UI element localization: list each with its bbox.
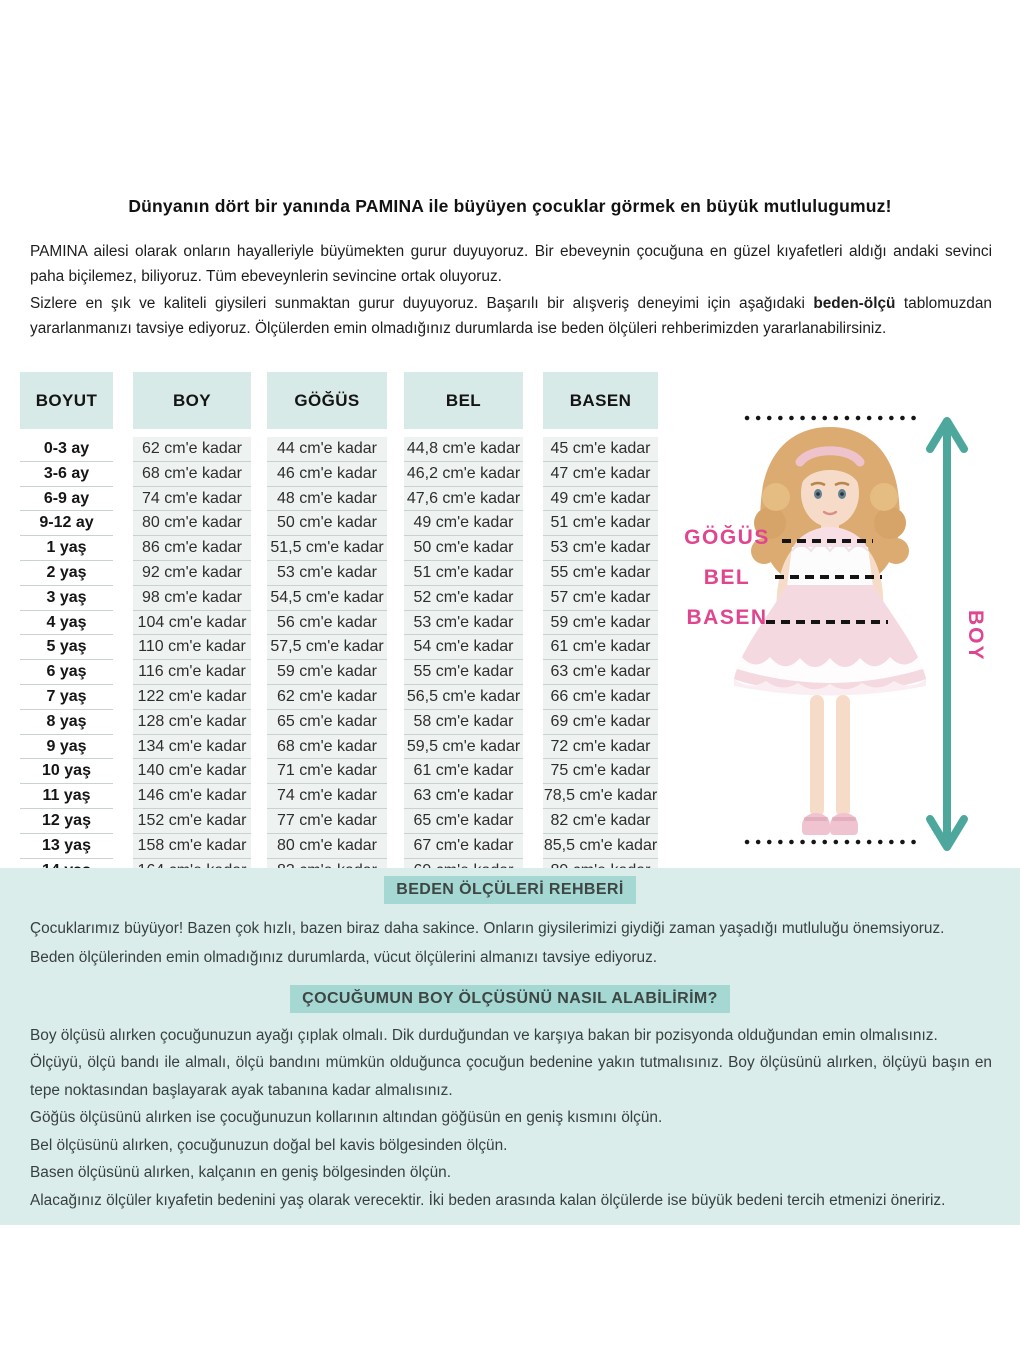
table-cell: 134 cm'e kadar xyxy=(133,735,251,760)
guide-intro-paragraph: Çocuklarımız büyüyor! Bazen çok hızlı, bazen biraz daha sakince. Onların giysilerimizi giydiği zaman yaşadığı mutluluğu önemsiyoruz. Beden ölçülerinden emin olmadığınız durumlarda, vücut ölçülerini almanızı tavsiye ediyoruz. xyxy=(30,920,945,966)
table-column xyxy=(404,372,523,889)
table-cell: 74 cm'e kadar xyxy=(267,784,387,809)
table-cell: 98 cm'e kadar xyxy=(133,586,251,611)
guide-items xyxy=(30,1022,992,1214)
table-cell: 8 yaş xyxy=(20,710,113,735)
table-cell: 71 cm'e kadar xyxy=(267,759,387,784)
table-cell: 82 cm'e kadar xyxy=(543,809,658,834)
intro2-bold: beden-ölçü xyxy=(813,295,896,312)
table-cell: 57 cm'e kadar xyxy=(543,586,658,611)
table-cell: 52 cm'e kadar xyxy=(404,586,523,611)
table-cell: 122 cm'e kadar xyxy=(133,685,251,710)
table-cell: 46,2 cm'e kadar xyxy=(404,462,523,487)
table-cell: 13 yaş xyxy=(20,834,113,859)
page-title: Dünyanın dört bir yanında PAMINA ile büyüyen çocuklar görmek en büyük mutlulugumuz! xyxy=(128,196,892,216)
table-cell: 56,5 cm'e kadar xyxy=(404,685,523,710)
guide-section xyxy=(0,868,1020,1225)
intro2-pre: Sizlere en şık ve kaliteli giysileri sunmaktan gurur duyuyoruz. Başarılı bir alışveriş deneyimi için aşağıdaki xyxy=(30,295,814,312)
table-column xyxy=(20,372,113,889)
hips-label: BASEN xyxy=(686,606,768,629)
table-cell: 69 cm'e kadar xyxy=(543,710,658,735)
size-table xyxy=(0,372,680,872)
table-cell: 9-12 ay xyxy=(20,511,113,536)
table-cell: 1 yaş xyxy=(20,536,113,561)
guide-item: Bel ölçüsünü alırken, çocuğunuzun doğal bel kavis bölgesinden ölçün. xyxy=(30,1136,508,1154)
guide-item: Göğüs ölçüsünü alırken ise çocuğunuzun kollarının altından göğüsün en geniş kısmını ölçün. xyxy=(30,1109,663,1127)
table-cell: 86 cm'e kadar xyxy=(133,536,251,561)
table-cell: 68 cm'e kadar xyxy=(133,462,251,487)
table-cell: 68 cm'e kadar xyxy=(267,735,387,760)
column-header-basen: BASEN xyxy=(543,372,658,429)
waist-label: BEL xyxy=(703,566,751,589)
table-cell: 7 yaş xyxy=(20,685,113,710)
chest-label: GÖĞÜS xyxy=(684,526,770,549)
table-cell: 59 cm'e kadar xyxy=(267,660,387,685)
measurement-illustration xyxy=(670,405,1020,870)
table-cell: 44,8 cm'e kadar xyxy=(404,437,523,462)
table-cell: 63 cm'e kadar xyxy=(404,784,523,809)
column-header-boyut: BOYUT xyxy=(20,372,113,429)
table-cell: 63 cm'e kadar xyxy=(543,660,658,685)
table-cell: 58 cm'e kadar xyxy=(404,710,523,735)
table-cell: 44 cm'e kadar xyxy=(267,437,387,462)
table-cell: 51 cm'e kadar xyxy=(543,511,658,536)
intro2-post: tablomuzdan yararlanmanızı tavsiye ediyoruz. Ölçülerden emin olmadığınız durumlarda ise beden ölçüleri rehberimizden yararlanabilirsiniz. xyxy=(30,295,992,337)
table-cell: 116 cm'e kadar xyxy=(133,660,251,685)
table-cell: 65 cm'e kadar xyxy=(404,809,523,834)
table-column xyxy=(267,372,387,889)
table-cell: 2 yaş xyxy=(20,561,113,586)
table-cell: 45 cm'e kadar xyxy=(543,437,658,462)
intro-paragraph-2 xyxy=(30,292,992,341)
girl-figure xyxy=(734,427,926,835)
height-label: BOY xyxy=(964,610,987,662)
height-arrow-icon xyxy=(930,421,964,847)
table-cell: 3-6 ay xyxy=(20,462,113,487)
table-cell: 78,5 cm'e kadar xyxy=(543,784,658,809)
table-cell: 46 cm'e kadar xyxy=(267,462,387,487)
table-cell: 67 cm'e kadar xyxy=(404,834,523,859)
table-cell: 10 yaş xyxy=(20,759,113,784)
table-cell: 47,6 cm'e kadar xyxy=(404,487,523,512)
table-cell: 9 yaş xyxy=(20,735,113,760)
table-cell: 110 cm'e kadar xyxy=(133,635,251,660)
column-body xyxy=(404,437,523,889)
table-cell: 51 cm'e kadar xyxy=(404,561,523,586)
table-cell: 54 cm'e kadar xyxy=(404,635,523,660)
table-cell: 59 cm'e kadar xyxy=(543,611,658,636)
table-cell: 72 cm'e kadar xyxy=(543,735,658,760)
table-cell: 65 cm'e kadar xyxy=(267,710,387,735)
table-cell: 74 cm'e kadar xyxy=(133,487,251,512)
table-cell: 62 cm'e kadar xyxy=(133,437,251,462)
table-cell: 55 cm'e kadar xyxy=(543,561,658,586)
table-cell: 146 cm'e kadar xyxy=(133,784,251,809)
table-cell: 53 cm'e kadar xyxy=(267,561,387,586)
table-cell: 152 cm'e kadar xyxy=(133,809,251,834)
table-cell: 48 cm'e kadar xyxy=(267,487,387,512)
table-cell: 6 yaş xyxy=(20,660,113,685)
table-cell: 77 cm'e kadar xyxy=(267,809,387,834)
column-body xyxy=(20,437,113,889)
table-cell: 50 cm'e kadar xyxy=(404,536,523,561)
column-header-gogus: GÖĞÜS xyxy=(267,372,387,429)
table-cell: 12 yaş xyxy=(20,809,113,834)
guide-item: Ölçüyü, ölçü bandı ile almalı, ölçü bandını mümkün olduğunca çocuğun bedenine yakın tutmalısınız. Boy ölçüsünü alırken, ölçüyü başın en tepe noktasından başlayarak ayak tabanına kadar almalısınız. xyxy=(30,1054,992,1099)
table-cell: 140 cm'e kadar xyxy=(133,759,251,784)
column-header-boy: BOY xyxy=(133,372,251,429)
table-cell: 51,5 cm'e kadar xyxy=(267,536,387,561)
guide-item: Boy ölçüsü alırken çocuğunuzun ayağı çıplak olmalı. Dik durduğundan ve karşıya bakan bir pozisyonda olduğundan emin olmalısınız. xyxy=(30,1027,938,1044)
table-cell: 5 yaş xyxy=(20,635,113,660)
table-cell: 50 cm'e kadar xyxy=(267,511,387,536)
table-cell: 59,5 cm'e kadar xyxy=(404,735,523,760)
table-cell: 61 cm'e kadar xyxy=(543,635,658,660)
table-cell: 6-9 ay xyxy=(20,487,113,512)
table-cell: 104 cm'e kadar xyxy=(133,611,251,636)
guide-item: Basen ölçüsünü alırken, kalçanın en geniş bölgesinden ölçün. xyxy=(30,1164,451,1182)
table-column xyxy=(133,372,251,889)
guide-item: Alacağınız ölçüler kıyafetin bedenini yaş olarak verecektir. İki beden arasında kalan ölçülerde ise büyük bedeni tercih etmenizi öneririz. xyxy=(30,1191,946,1209)
table-cell: 75 cm'e kadar xyxy=(543,759,658,784)
intro-paragraph-1: PAMINA ailesi olarak onların hayalleriyle büyümekten gurur duyuyoruz. Bir ebeveynin çocuğuna en güzel kıyafetleri aldığı andaki sevinci paha biçilemez, biliyoruz. Tüm ebeveynlerin sevincine ortak oluyoruz. xyxy=(30,243,992,285)
table-cell: 3 yaş xyxy=(20,586,113,611)
table-cell: 47 cm'e kadar xyxy=(543,462,658,487)
table-cell: 4 yaş xyxy=(20,611,113,636)
table-cell: 66 cm'e kadar xyxy=(543,685,658,710)
table-cell: 54,5 cm'e kadar xyxy=(267,586,387,611)
table-cell: 49 cm'e kadar xyxy=(404,511,523,536)
table-cell: 53 cm'e kadar xyxy=(404,611,523,636)
table-cell: 56 cm'e kadar xyxy=(267,611,387,636)
table-cell: 61 cm'e kadar xyxy=(404,759,523,784)
table-cell: 80 cm'e kadar xyxy=(267,834,387,859)
table-cell: 62 cm'e kadar xyxy=(267,685,387,710)
column-body xyxy=(543,437,658,889)
table-cell: 11 yaş xyxy=(20,784,113,809)
table-cell: 128 cm'e kadar xyxy=(133,710,251,735)
table-column xyxy=(543,372,658,889)
column-body xyxy=(267,437,387,889)
table-cell: 92 cm'e kadar xyxy=(133,561,251,586)
guide-heading-1: BEDEN ÖLÇÜLERİ REHBERİ xyxy=(384,876,635,904)
guide-heading-2: ÇOCUĞUMUN BOY ÖLÇÜSÜNÜ NASIL ALABİLİRİM? xyxy=(290,985,730,1013)
table-cell: 158 cm'e kadar xyxy=(133,834,251,859)
table-cell: 80 cm'e kadar xyxy=(133,511,251,536)
table-cell: 57,5 cm'e kadar xyxy=(267,635,387,660)
table-cell: 0-3 ay xyxy=(20,437,113,462)
table-cell: 55 cm'e kadar xyxy=(404,660,523,685)
column-header-bel: BEL xyxy=(404,372,523,429)
table-cell: 53 cm'e kadar xyxy=(543,536,658,561)
column-body xyxy=(133,437,251,889)
table-cell: 85,5 cm'e kadar xyxy=(543,834,658,859)
table-cell: 49 cm'e kadar xyxy=(543,487,658,512)
